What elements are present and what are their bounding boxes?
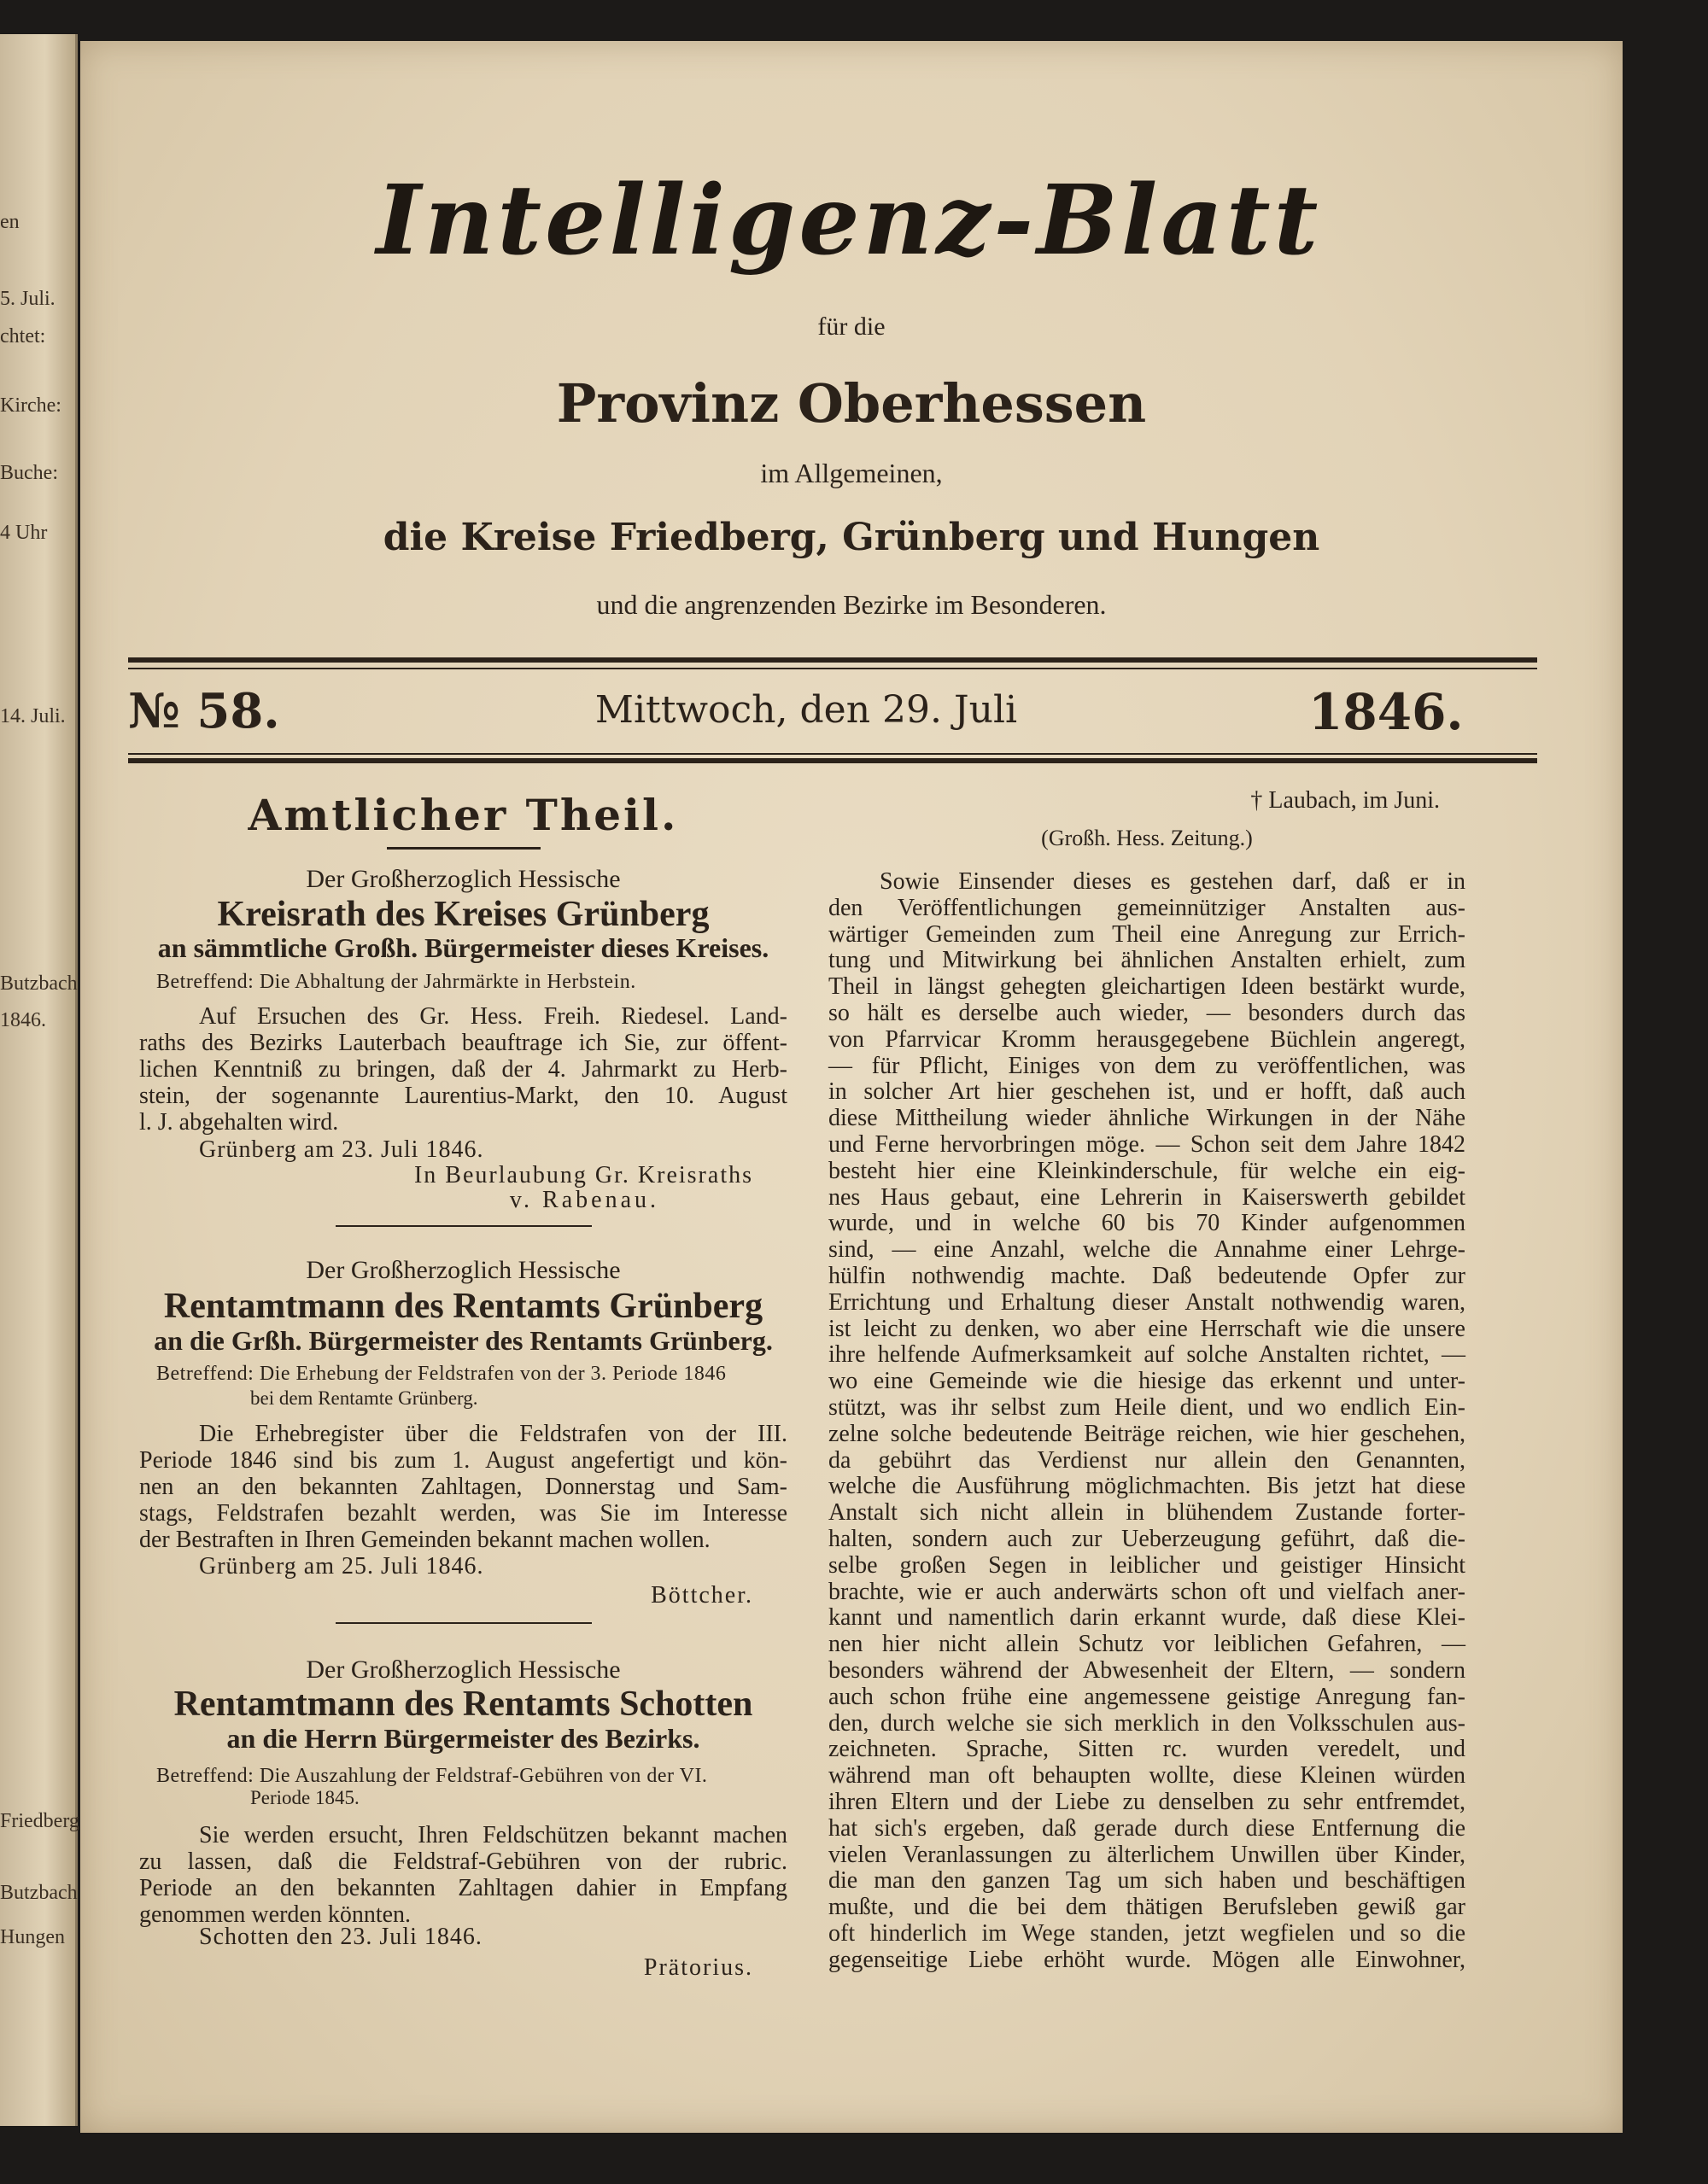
notice1-signature: In Beurlaubung Gr. Kreisraths [413,1162,753,1188]
article-body-line: während man oft behaupten wollte, diese Kleinen würden [828,1762,1465,1790]
notice2-addressee: an die Grßh. Bürgermeister des Rentamts Grünberg. [154,1324,773,1356]
issue-date: Mittwoch, den 29. Juli [594,688,1018,732]
article-body-line: mußte, und die bei dem thätigen Berufsleben gewiß gar [828,1894,1465,1921]
article-body-line: wurde, und in welche 60 bis 70 Kinder aufgenommen [828,1210,1465,1237]
article-body-line: wo eine Gemeinde wie die hiesige das erkennt und unter- [828,1368,1465,1395]
article-body-line: den Veröffentlichungen gemeinnütziger Anstalten aus- [828,894,1465,921]
bottom-rule-thin [128,753,1537,755]
article-body-line: welche die Ausführung möglichmachten. Bis jetzt hat diese [828,1473,1465,1500]
notice3-body-line: Periode an den bekannten Zahltagen dahier in Empfang [139,1875,787,1901]
article-body-line: nen hier nicht allein Schutz vor leiblichen Gefahren, — [828,1631,1465,1658]
notice1-body-line: raths des Bezirks Lauterbach beauftrage ich Sie, zur öffent- [139,1030,787,1056]
article-body-line: zelne solche bedeutende Beiträge reichen, wie hier geschehen, [828,1420,1465,1447]
section-title-rule [387,847,541,850]
adjacent-page-fragment: Buche: [0,462,58,484]
article-body-line: — für Pflicht, Einiges von dem zu veröffentlichen, was [828,1052,1465,1079]
notice1-body-line: Auf Ersuchen des Gr. Hess. Freih. Riedesel. Land- [199,1003,787,1030]
masthead-districts: die Kreise Friedberg, Grünberg und Hungen [383,516,1320,559]
adjacent-page-fragment: Kirche: [0,394,61,417]
article-body-line: vielen Veranlassungen zu älterlichem Unwillen über Kinder, [828,1841,1465,1868]
article-body-line: sind, — eine Anzahl, welche die Annahme einer Lehrge- [828,1236,1465,1264]
article-body-line: gegenseitige Liebe erhöht wurde. Mögen alle Einwohner, [828,1946,1465,1973]
adjacent-page-edge [0,34,78,2126]
article-body-line: Sowie Einsender dieses es gestehen darf, daß er in [880,868,1465,895]
notice1-signature-name: v. Rabenau. [509,1187,659,1213]
notice3-body-line: genommen werden könnten. [139,1901,412,1928]
notice2-body-line: nen an den bekannten Zahltagen, Donnerstag und Sam- [139,1474,787,1500]
article-body-line: von Pfarrvicar Kromm herausgegebene Büchlein angeregt, [828,1025,1465,1053]
adjacent-page-fragment: chtet: [0,325,46,347]
top-rule-thin [128,668,1537,669]
adjacent-page-fragment: 1846. [0,1009,46,1031]
notice2-from-line2: Rentamtmann des Rentamts Grünberg [163,1286,763,1326]
article-body-line: und Ferne hervorbringen möge. — Schon seit dem Jahre 1842 [828,1131,1465,1158]
issue-year: 1846. [1308,683,1464,741]
article-body-line: diese Mittheilung wieder ähnliche Wirkungen in der Nähe [828,1105,1465,1132]
notice2-body-line: stags, Feldstrafen bezahlt werden, was Sie im Interesse [139,1500,787,1527]
notice1-body-line: l. J. abgehalten wird. [139,1109,339,1136]
article-body-line: hülfin nothwendig machte. Daß bedeutende Opfer zur [828,1263,1465,1289]
article-body-line: Anstalt sich nicht allein in blühendem Zustande forter- [828,1499,1465,1527]
issue-number: № 58. [128,683,280,739]
article-body-line: Theil in längst gehegten gleichartigen Ideen bestärkt wurde, [828,973,1465,1001]
article-body-line: besteht hier eine Kleinkinderschule, für welche ein eig- [828,1157,1465,1184]
article-body-line: halten, sondern auch zur Ueberzeugung geführt, daß die- [828,1526,1465,1552]
source-attribution: (Großh. Hess. Zeitung.) [1041,826,1253,850]
masthead-title: Intelligenz-Blatt [376,165,1322,277]
newspaper-page [80,41,1623,2133]
adjacent-page-fragment: Friedberg [0,1810,79,1832]
notice2-body-line: der Bestraften in Ihren Gemeinden bekannt machen wollen. [139,1527,711,1553]
article-body-line: da gebührt das Verdienst nur allein den Genannten, [828,1446,1465,1474]
article-body-line: auch schon frühe eine angemessene geistige Anregung fan- [828,1683,1465,1710]
notice3-body-line: zu lassen, daß die Feldstraf-Gebühren von der rubric. [139,1848,787,1875]
notice2-body-line: Die Erhebregister über die Feldstrafen von der III. [199,1421,787,1447]
article-body-line: brachte, wie er auch anderwärts schon oft und vielfach aner- [828,1578,1465,1605]
article-body-line: oft hinderlich im Wege standen, jetzt wegfielen und so die [828,1920,1465,1947]
notice2-separator-rule [336,1622,592,1624]
notice2-subject-line: bei dem Rentamte Grünberg. [250,1387,478,1409]
notice1-subject-line: Betreffend: Die Abhaltung der Jahrmärkte in Herbstein. [156,971,636,993]
notice1-body-line: lichen Kenntniß zu bringen, daß der 4. Jahrmarkt zu Herb- [139,1056,787,1083]
adjacent-page-fragment: 14. Juli. [0,705,66,727]
article-body-line: ist leicht zu denken, wo aber eine Herrschaft wie die unsere [828,1315,1465,1342]
notice1-from-line2: Kreisrath des Kreises Grünberg [217,894,710,934]
article-body-line: Errichtung und Erhaltung dieser Anstalt nothwendig waren, [828,1288,1465,1316]
adjacent-page-fragment: 5. Juli. [0,288,56,310]
notice2-from-line1: Der Großherzoglich Hessische [306,1256,621,1284]
notice1-from-line1: Der Großherzoglich Hessische [306,865,621,893]
article-body-line: tung und Mitwirkung bei ähnlichen Anstalten erhielt, zum [828,947,1465,974]
dateline: † Laubach, im Juni. [1250,787,1440,814]
article-body-line: in solcher Art hier geschehen ist, und er hofft, daß auch [828,1078,1465,1106]
article-body-line: nes Haus gebaut, eine Lehrerin in Kaiserswerth gebildet [828,1183,1465,1211]
notice1-body-line: stein, der sogenannte Laurentius-Markt, den 10. August [139,1083,787,1109]
section-title: Amtlicher Theil. [248,790,679,840]
article-body-line: ihre helfende Aufmerksamkeit auf solche Anstalten richtet, — [828,1341,1465,1369]
notice1-addressee: an sämmtliche Großh. Bürgermeister dieses Kreises. [157,931,769,963]
article-body-line: so hält es derselbe auch wieder, — besonders durch das [828,1000,1465,1026]
adjacent-page-fragment: Butzbach [0,1882,78,1904]
top-rule-thick [128,657,1537,663]
adjacent-page-fragment: Hungen [0,1926,65,1948]
notice3-addressee: an die Herrn Bürgermeister des Bezirks. [226,1722,700,1754]
notice2-place-date: Grünberg am 25. Juli 1846. [199,1553,484,1580]
masthead-fuer-die: für die [817,312,886,341]
article-body-line: besonders während der Abwesenheit der Eltern, — sondern [828,1657,1465,1684]
notice2-signature: Böttcher. [651,1582,753,1609]
article-body-line: kannt und namentlich darin erkannt wurde, daß diese Klei- [828,1604,1465,1632]
notice3-subject-line: Periode 1845. [250,1787,360,1808]
notice3-signature: Prätorius. [643,1954,753,1981]
masthead-allgemein: im Allgemeinen, [760,458,943,488]
notice3-body-line: Sie werden ersucht, Ihren Feldschützen bekannt machen [199,1822,787,1848]
notice3-from-line2: Rentamtmann des Rentamts Schotten [173,1684,753,1724]
article-body-line: den, durch welche sie sich merklich in den Volksschulen aus- [828,1709,1465,1737]
notice2-subject-line: Betreffend: Die Erhebung der Feldstrafen von der 3. Periode 1846 [156,1363,727,1385]
notice3-from-line1: Der Großherzoglich Hessische [306,1656,621,1684]
article-body-line: selbe großen Segen in leiblicher und geistiger Hinsicht [828,1551,1465,1579]
article-body-line: hat sich's ergeben, daß gerade durch diese Entfernung die [828,1814,1465,1842]
article-body-line: zeichneten. Sprache, Sitten rc. wurden veredelt, und [828,1736,1465,1763]
notice3-place-date: Schotten den 23. Juli 1846. [199,1924,483,1950]
article-body-line: ihren Eltern und der Liebe zu denselben zu sehr entfremdet, [828,1789,1465,1815]
notice2-body-line: Periode 1846 sind bis zum 1. August angefertigt und kön- [139,1447,787,1474]
adjacent-page-fragment: en [0,211,20,233]
article-body-line: die man den ganzen Tag um sich haben und beschäftigen [828,1867,1465,1895]
masthead-province: Provinz Oberhessen [556,372,1147,435]
notice1-separator-rule [336,1225,592,1227]
adjacent-page-fragment: 4 Uhr [0,522,48,544]
adjacent-page-fragment: Butzbach [0,972,78,995]
notice1-place-date: Grünberg am 23. Juli 1846. [199,1136,484,1163]
article-body-line: wärtiger Gemeinden zum Theil eine Anregung zur Errich- [828,920,1465,948]
bottom-rule-thick [128,758,1537,763]
article-body-line: stützt, was ihr selbst zum Heile dient, und wo endlich Ein- [828,1394,1465,1421]
masthead-besonderen: und die angrenzenden Bezirke im Besonderen. [596,589,1107,620]
notice3-subject-line: Betreffend: Die Auszahlung der Feldstraf-Gebühren von der VI. [156,1765,708,1787]
